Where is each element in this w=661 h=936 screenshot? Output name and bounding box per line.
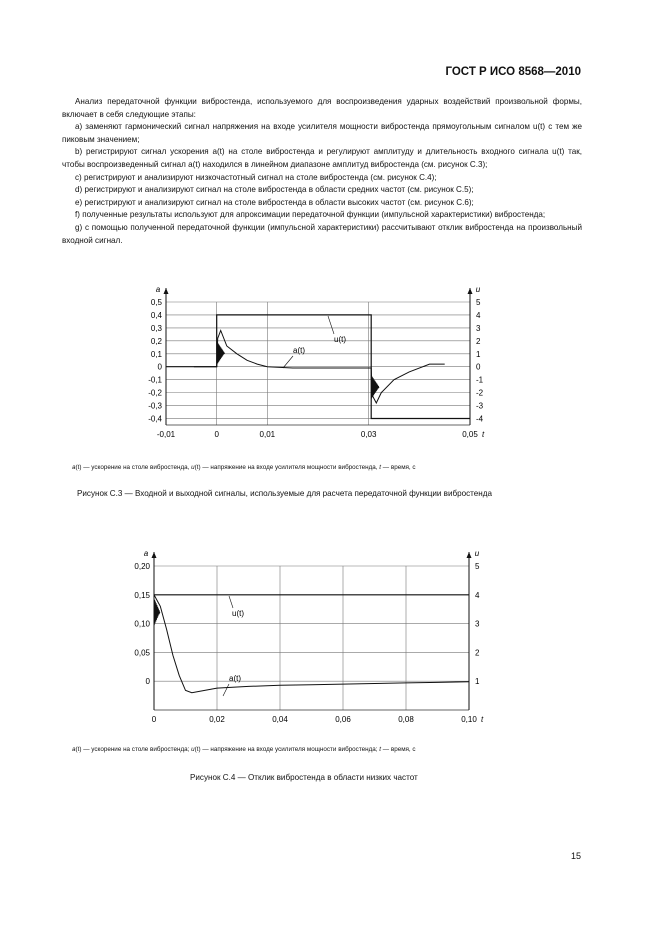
x-axis-label: t <box>481 715 484 724</box>
legend-symbol: t <box>379 464 382 471</box>
y-left-tick-label: 0 <box>157 362 162 372</box>
x-tick-label: 0 <box>214 430 219 439</box>
y-left-tick-label: -0,2 <box>148 388 162 398</box>
body-text <box>62 96 582 247</box>
paragraph: d) регистрируют и анализируют сигнал на столе вибростенда в области средних частот (см. рисунок С.5); <box>75 185 474 195</box>
y-right-tick-label: 4 <box>475 590 480 600</box>
x-tick-label: 0,05 <box>462 430 478 439</box>
annotation-leader <box>328 316 334 334</box>
y-left-tick-label: 0,4 <box>150 310 162 320</box>
x-axis-label: t <box>482 430 485 439</box>
paragraph: g) с помощью полученной передаточной функции (импульсной характеристики) рассчитывают отклик вибростенда на произвольный входной сигнал. <box>62 222 582 245</box>
y-right-tick-label: 3 <box>475 619 480 629</box>
y-left-tick-label: 0,2 <box>150 336 162 346</box>
y-left-tick-label: -0,3 <box>148 401 162 411</box>
paragraph: Анализ передаточной функции вибростенда, используемого для воспроизведения ударных воздействий произвольной формы, включает в себя следующие этапы: <box>62 97 582 119</box>
y-axis-right-label: u <box>475 285 481 294</box>
legend-symbol: a <box>72 746 76 753</box>
y-axis-right-arrow <box>467 552 472 558</box>
figure-c4-legend: a(t) — ускорение на столе вибростенда; u(t) — напряжение на входе усилителя мощности вибростенда; t — время, с <box>72 746 416 753</box>
y-axis-right-arrow <box>468 288 473 294</box>
legend-symbol: t <box>379 746 382 753</box>
y-right-tick-label: 1 <box>475 677 480 687</box>
paragraph: a) заменяют гармонический сигнал напряжения на входе усилителя мощности вибростенда прямоугольным сигналом u(t) с тем же пиковым значением; <box>62 122 582 144</box>
series-annotation-label: u(t) <box>232 609 244 618</box>
x-tick-label: 0,04 <box>272 715 288 724</box>
y-right-tick-label: 1 <box>476 349 481 359</box>
y-right-tick-label: -3 <box>476 401 484 411</box>
y-left-tick-label: 0,1 <box>150 349 162 359</box>
figure-c3-legend: a(t) — ускорение на столе вибростенда, u(t) — напряжение на входе усилителя мощности вибростенда, t — время, с <box>72 464 416 471</box>
y-left-tick-label: -0,1 <box>148 375 162 385</box>
y-right-tick-label: 2 <box>476 336 481 346</box>
y-right-tick-label: -1 <box>476 375 484 385</box>
y-axis-left-arrow <box>164 288 169 294</box>
paragraph: f) полученные результаты используют для апроксимации передаточной функции (импульсной характеристики) вибростенда; <box>75 210 546 220</box>
series-annotation-label: a(t) <box>293 346 305 355</box>
paragraph: b) регистрируют сигнал ускорения a(t) на столе вибростенда и регулируют амплитуду и длительность входного сигнала u(t) так, чтобы воспроизведенный сигнал a(t) находился в линейном диапазоне амплитуд вибростенда (см. рисунок С.3); <box>62 147 582 169</box>
series-annotation-label: a(t) <box>229 674 241 683</box>
y-left-tick-label: 0,05 <box>134 648 150 658</box>
y-left-tick-label: 0 <box>145 677 150 687</box>
x-tick-label: 0,08 <box>398 715 414 724</box>
y-right-tick-label: -4 <box>476 414 484 424</box>
annotation-leader <box>283 356 293 368</box>
y-axis-left-label: a <box>155 285 161 294</box>
legend-symbol: a <box>72 464 76 471</box>
y-left-tick-label: 0,15 <box>134 590 150 600</box>
y-left-tick-label: 0,10 <box>134 619 150 629</box>
annotation-leader <box>229 596 233 608</box>
y-right-tick-label: 5 <box>475 562 480 571</box>
x-tick-label: 0 <box>151 715 157 724</box>
x-tick-label: 0,02 <box>209 715 225 724</box>
y-right-tick-label: 5 <box>476 298 481 307</box>
figure-c3-caption: Рисунок С.3 — Входной и выходной сигналы, используемые для расчета передаточной функции вибростенда <box>77 489 492 498</box>
legend-symbol: u <box>191 746 195 753</box>
y-axis-left-arrow <box>152 552 157 558</box>
legend-symbol: u <box>191 464 195 471</box>
series-line <box>154 595 469 693</box>
paragraph: c) регистрируют и анализируют низкочастотный сигнал на столе вибростенда (см. рисунок С.4); <box>75 172 437 182</box>
y-axis-right-label: u <box>474 549 480 558</box>
x-tick-label: 0,01 <box>259 430 276 439</box>
page-number: 15 <box>570 851 581 861</box>
y-left-tick-label: -0,4 <box>148 414 162 424</box>
y-right-tick-label: -2 <box>476 388 484 398</box>
annotation-leader <box>223 684 229 696</box>
y-left-tick-label: 0,5 <box>150 298 162 307</box>
y-right-tick-label: 3 <box>476 323 481 333</box>
x-tick-label: 0,06 <box>335 715 351 724</box>
y-left-tick-label: 0,20 <box>134 562 150 571</box>
x-tick-label: 0,10 <box>461 715 477 724</box>
ringing-oscillation <box>371 375 379 399</box>
y-right-tick-label: 0 <box>476 362 481 372</box>
series-annotation-label: u(t) <box>334 335 346 344</box>
x-tick-label: 0,03 <box>360 430 377 439</box>
y-axis-left-label: a <box>143 549 149 558</box>
y-right-tick-label: 4 <box>476 310 481 320</box>
paragraph: e) регистрируют и анализируют сигнал на столе вибростенда в области высоких частот (см. рисунок С.6); <box>75 197 474 207</box>
x-tick-label: -0,01 <box>156 430 176 439</box>
document-code: ГОСТ Р ИСО 8568—2010 <box>445 66 581 78</box>
y-right-tick-label: 2 <box>475 648 480 658</box>
ringing-oscillation <box>154 598 160 625</box>
figure-c3-chart <box>0 280 661 450</box>
figure-c4-caption: Рисунок С.4 — Отклик вибростенда в области низких частот <box>190 773 418 782</box>
ringing-oscillation <box>217 341 225 365</box>
y-left-tick-label: 0,3 <box>150 323 162 333</box>
figure-c4-chart <box>0 538 661 738</box>
